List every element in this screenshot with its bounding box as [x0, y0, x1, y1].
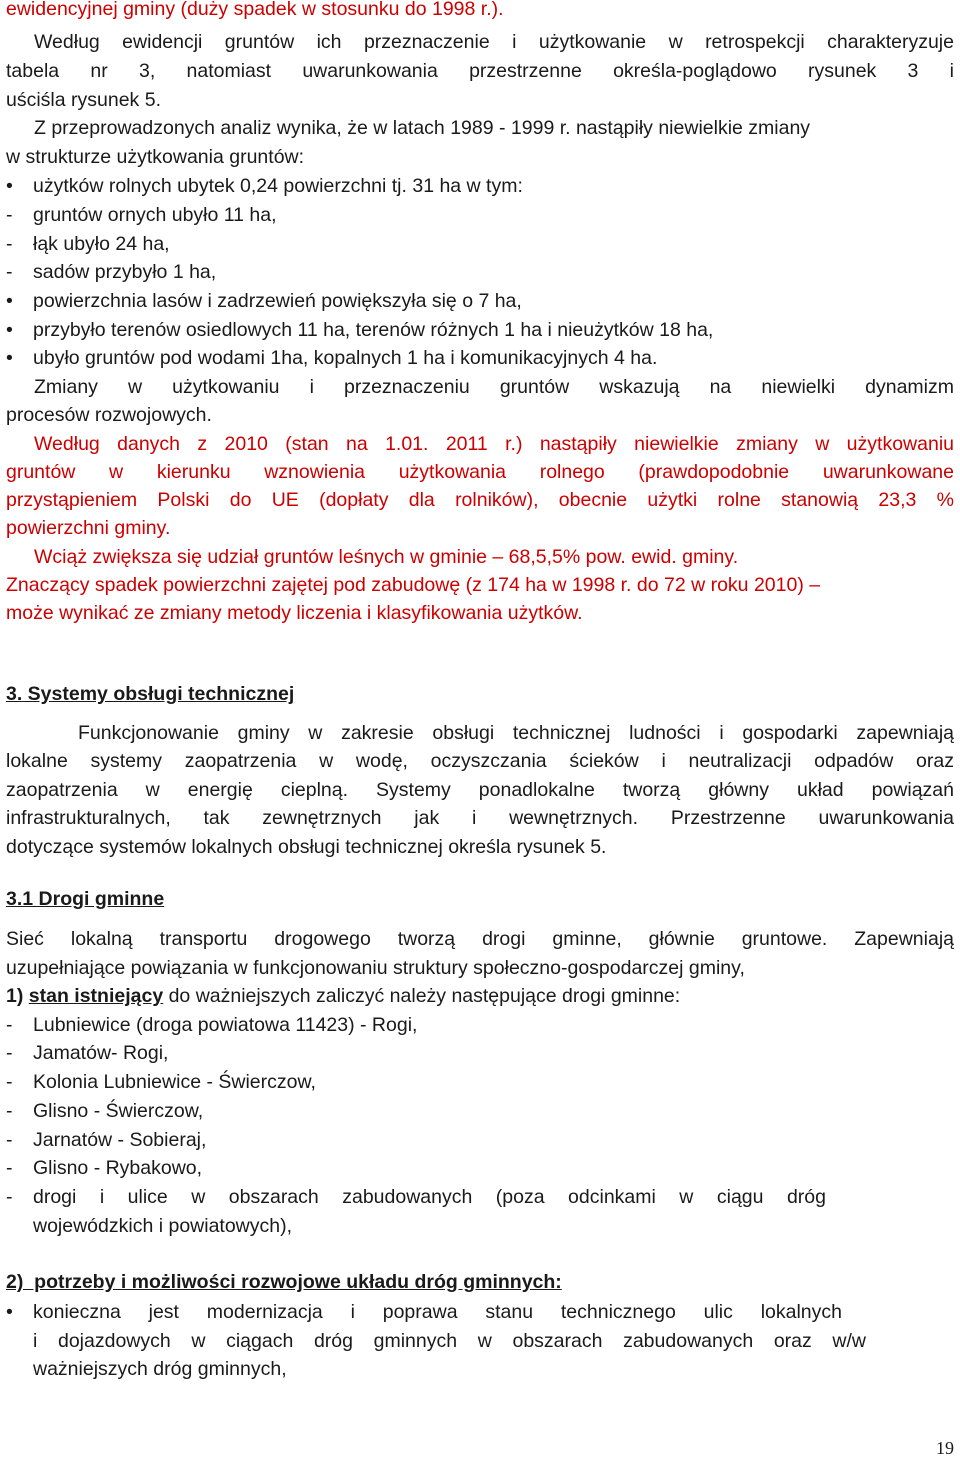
dash-icon: - — [6, 1186, 13, 1208]
paragraph-line: zaopatrzenia w energię cieplną. Systemy ponadlokalne tworzą główny układ powiązań — [6, 779, 954, 801]
subsection-heading: 3.1 Drogi gminne — [6, 888, 165, 910]
paragraph-line: uściśla rysunek 5. — [6, 89, 161, 111]
paragraph-line: Sieć lokalną transportu drogowego tworzą drogi gminne, głównie gruntowe. Zapewniają — [6, 928, 954, 950]
paragraph-line: ewidencyjnej gminy (duży spadek w stosunku do 1998 r.). — [6, 0, 504, 20]
list-item: • użytków rolnych ubytek 0,24 powierzchni tj. 31 ha w tym: — [6, 172, 954, 200]
paragraph-line: Funkcjonowanie gminy w zakresie obsługi technicznej ludności i gospodarki zapewniają — [78, 722, 954, 744]
dash-icon: - — [6, 233, 13, 255]
list-item: - Glisno - Świerczow, — [6, 1097, 954, 1125]
paragraph-line: Z przeprowadzonych analiz wynika, że w latach 1989 - 1999 r. nastąpiły niewielkie zmiany — [34, 117, 811, 139]
red-note-line: Według danych z 2010 (stan na 1.01. 2011 r.) nastąpiły niewielkie zmiany w użytkowaniu — [34, 433, 954, 455]
bullet-icon: • — [6, 347, 13, 369]
list-item: - Kolonia Lubniewice - Świerczow, — [6, 1068, 954, 1096]
red-note-line: Wciąż zwiększa się udział gruntów leśnych w gminie – 68,5,5% pow. ewid. gminy. — [34, 546, 739, 568]
red-note-line: może wynikać ze zmiany metody liczenia i klasyfikowania użytków. — [6, 602, 583, 624]
paragraph-line: dotyczące systemów lokalnych obsługi technicznej określa rysunek 5. — [6, 836, 607, 858]
red-note-line: Znaczący spadek powierzchni zajętej pod zabudowę (z 174 ha w 1998 r. do 72 w roku 2010) – — [6, 574, 821, 596]
list-item: - łąk ubyło 24 ha, — [6, 230, 954, 258]
page-number: 19 — [936, 1438, 954, 1458]
dash-icon: - — [6, 261, 13, 283]
dash-icon: - — [6, 1071, 13, 1093]
list-item: • przybyło terenów osiedlowych 11 ha, terenów różnych 1 ha i nieużytków 18 ha, — [6, 316, 954, 344]
list-item: ważniejszych dróg gminnych, — [33, 1358, 287, 1380]
dash-icon: - — [6, 204, 13, 226]
list-item: - Lubniewice (droga powiatowa 11423) - Rogi, — [6, 1011, 954, 1039]
paragraph-line: tabela nr 3, natomiast uwarunkowania przestrzenne określa-poglądowo rysunek 3 i — [6, 60, 954, 82]
list-item: - Glisno - Rybakowo, — [6, 1154, 954, 1182]
existing-state-label: stan istniejący — [28, 985, 164, 1007]
paragraph-line: procesów rozwojowych. — [6, 404, 212, 426]
list-item: i dojazdowych w ciągach dróg gminnych w obszarach zabudowanych oraz w/w — [33, 1330, 866, 1352]
list-item: - drogi i ulice w obszarach zabudowanych (poza odcinkami w ciągu dróg — [6, 1183, 826, 1211]
paragraph-line: Zmiany w użytkowaniu i przeznaczeniu gruntów wskazują na niewielki dynamizm — [34, 376, 954, 398]
paragraph-line: uzupełniające powiązania w funkcjonowaniu struktury społeczno-gospodarczej gminy, — [6, 957, 745, 979]
subsection-heading: 2) potrzeby i możliwości rozwojowe układu dróg gminnych: — [6, 1271, 562, 1293]
list-item: • konieczna jest modernizacja i poprawa stanu technicznego ulic lokalnych — [6, 1298, 842, 1326]
list-item: wojewódzkich i powiatowych), — [33, 1215, 293, 1237]
bullet-icon: • — [6, 290, 13, 312]
red-note-line: przystąpieniem Polski do UE (dopłaty dla rolników), obecnie użytki rolne stanowią 23,3 % — [6, 489, 954, 511]
bullet-icon: • — [6, 319, 13, 341]
list-item: - sadów przybyło 1 ha, — [6, 258, 954, 286]
list-item: - Jamatów- Rogi, — [6, 1039, 954, 1067]
dash-icon: - — [6, 1129, 13, 1151]
list-item: - gruntów ornych ubyło 11 ha, — [6, 201, 954, 229]
list-item: - Jarnatów - Sobieraj, — [6, 1126, 954, 1154]
paragraph-line: infrastrukturalnych, tak zewnętrznych jak i wewnętrznych. Przestrzenne uwarunkowania — [6, 807, 954, 829]
paragraph-line: lokalne systemy zaopatrzenia w wodę, oczyszczania ścieków i neutralizacji odpadów oraz — [6, 750, 954, 772]
dash-icon: - — [6, 1042, 13, 1064]
paragraph-line: Według ewidencji gruntów ich przeznaczenie i użytkowanie w retrospekcji charakteryzuje — [34, 31, 954, 53]
dash-icon: - — [6, 1014, 13, 1036]
dash-icon: - — [6, 1157, 13, 1179]
section-heading: 3. Systemy obsługi technicznej — [6, 683, 295, 705]
bullet-icon: • — [6, 1301, 13, 1323]
list-item: • ubyło gruntów pod wodami 1ha, kopalnych 1 ha i komunikacyjnych 4 ha. — [6, 344, 954, 372]
paragraph-line: 1) stan istniejący do ważniejszych zaliczyć należy następujące drogi gminne: — [6, 985, 681, 1007]
list-item: • powierzchnia lasów i zadrzewień powiększyła się o 7 ha, — [6, 287, 954, 315]
red-note-line: powierzchni gminy. — [6, 517, 171, 539]
dash-icon: - — [6, 1100, 13, 1122]
bullet-icon: • — [6, 175, 13, 197]
paragraph-line: w strukturze użytkowania gruntów: — [6, 146, 305, 168]
red-note-line: gruntów w kierunku wznowienia użytkowania rolnego (prawdopodobnie uwarunkowane — [6, 461, 954, 483]
